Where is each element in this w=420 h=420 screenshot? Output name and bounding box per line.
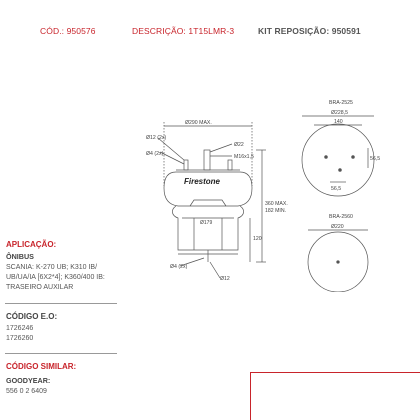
codigo-similar-title: CÓDIGO SIMILAR:: [6, 362, 77, 371]
dim-4-2x-top-text: Ø4 (2x): [146, 151, 164, 157]
product-code: [40, 26, 96, 36]
dim-22-text: Ø22: [234, 142, 244, 148]
kit-replacement-value: 950591: [331, 26, 361, 36]
dim-4-2x-bottom-text: Ø4 (2x): [170, 264, 188, 270]
dim-120-text: 120: [253, 236, 262, 242]
header-bar: [0, 0, 420, 46]
aplicacao-line-3: TRASEIRO AUXILAR: [6, 284, 74, 291]
product-code-label: CÓD.:: [40, 26, 65, 36]
top-view-code: BRA-2525: [329, 100, 353, 106]
technical-drawing: [0, 92, 420, 292]
dim-m16-text: M16x1,5: [234, 154, 254, 160]
codigo-eo-1: 1726246: [6, 325, 34, 332]
aplicacao-vehicle: ÔNIBUS: [6, 252, 34, 261]
top-view-56-5-right: 56,5: [370, 156, 381, 162]
aplicacao-title: APLICAÇÃO:: [6, 240, 57, 249]
kit-replacement: [258, 26, 361, 36]
dim-178-text: Ø179: [200, 220, 213, 226]
air-fitting: [204, 150, 210, 170]
dim-290-text: Ø290 MAX.: [185, 120, 212, 126]
top-view-140: 140: [334, 119, 343, 125]
dim-12-2x-top-text: Ø12 (2x): [146, 135, 167, 141]
codigo-similar-brand: GOODYEAR:: [6, 376, 51, 385]
red-frame-left: [250, 372, 251, 420]
stud-left: [184, 160, 188, 170]
piston: [172, 206, 243, 250]
bottom-view-code: BRA-2560: [329, 214, 353, 220]
aplicacao-line-1: SCANIA: K-270 UB; K310 IB/: [6, 264, 98, 271]
top-view-56-5-bottom: 56,5: [331, 186, 342, 192]
dim-12-bottom-text: Ø12: [220, 276, 230, 282]
codigo-eo-title: CÓDIGO E.O:: [6, 312, 58, 321]
divider-2: [5, 353, 117, 354]
brand-logo: Firestone: [184, 177, 221, 186]
description: [132, 26, 234, 36]
product-code-value: 950576: [66, 26, 96, 36]
codigo-eo-2: 1726260: [6, 335, 34, 342]
aplicacao-line-2: UB/UA/IA [6X2*4]; K360/400 IB:: [6, 274, 105, 281]
description-label: DESCRIÇÃO:: [132, 26, 186, 36]
divider-1: [5, 303, 117, 304]
codigo-similar-code: 556 0 2 6409: [6, 388, 47, 395]
dim-360-text: 360 MAX.: [265, 201, 288, 207]
stud-right: [228, 160, 232, 170]
red-frame-top: [250, 372, 420, 373]
description-value: 1T15LMR-3: [188, 26, 235, 36]
top-view-dia: Ø228,5: [331, 110, 349, 116]
bottom-view-dia: Ø220: [331, 224, 344, 230]
dim-182-text: 182 MIN.: [265, 208, 287, 214]
kit-replacement-label: KIT REPOSIÇÃO:: [258, 26, 330, 36]
